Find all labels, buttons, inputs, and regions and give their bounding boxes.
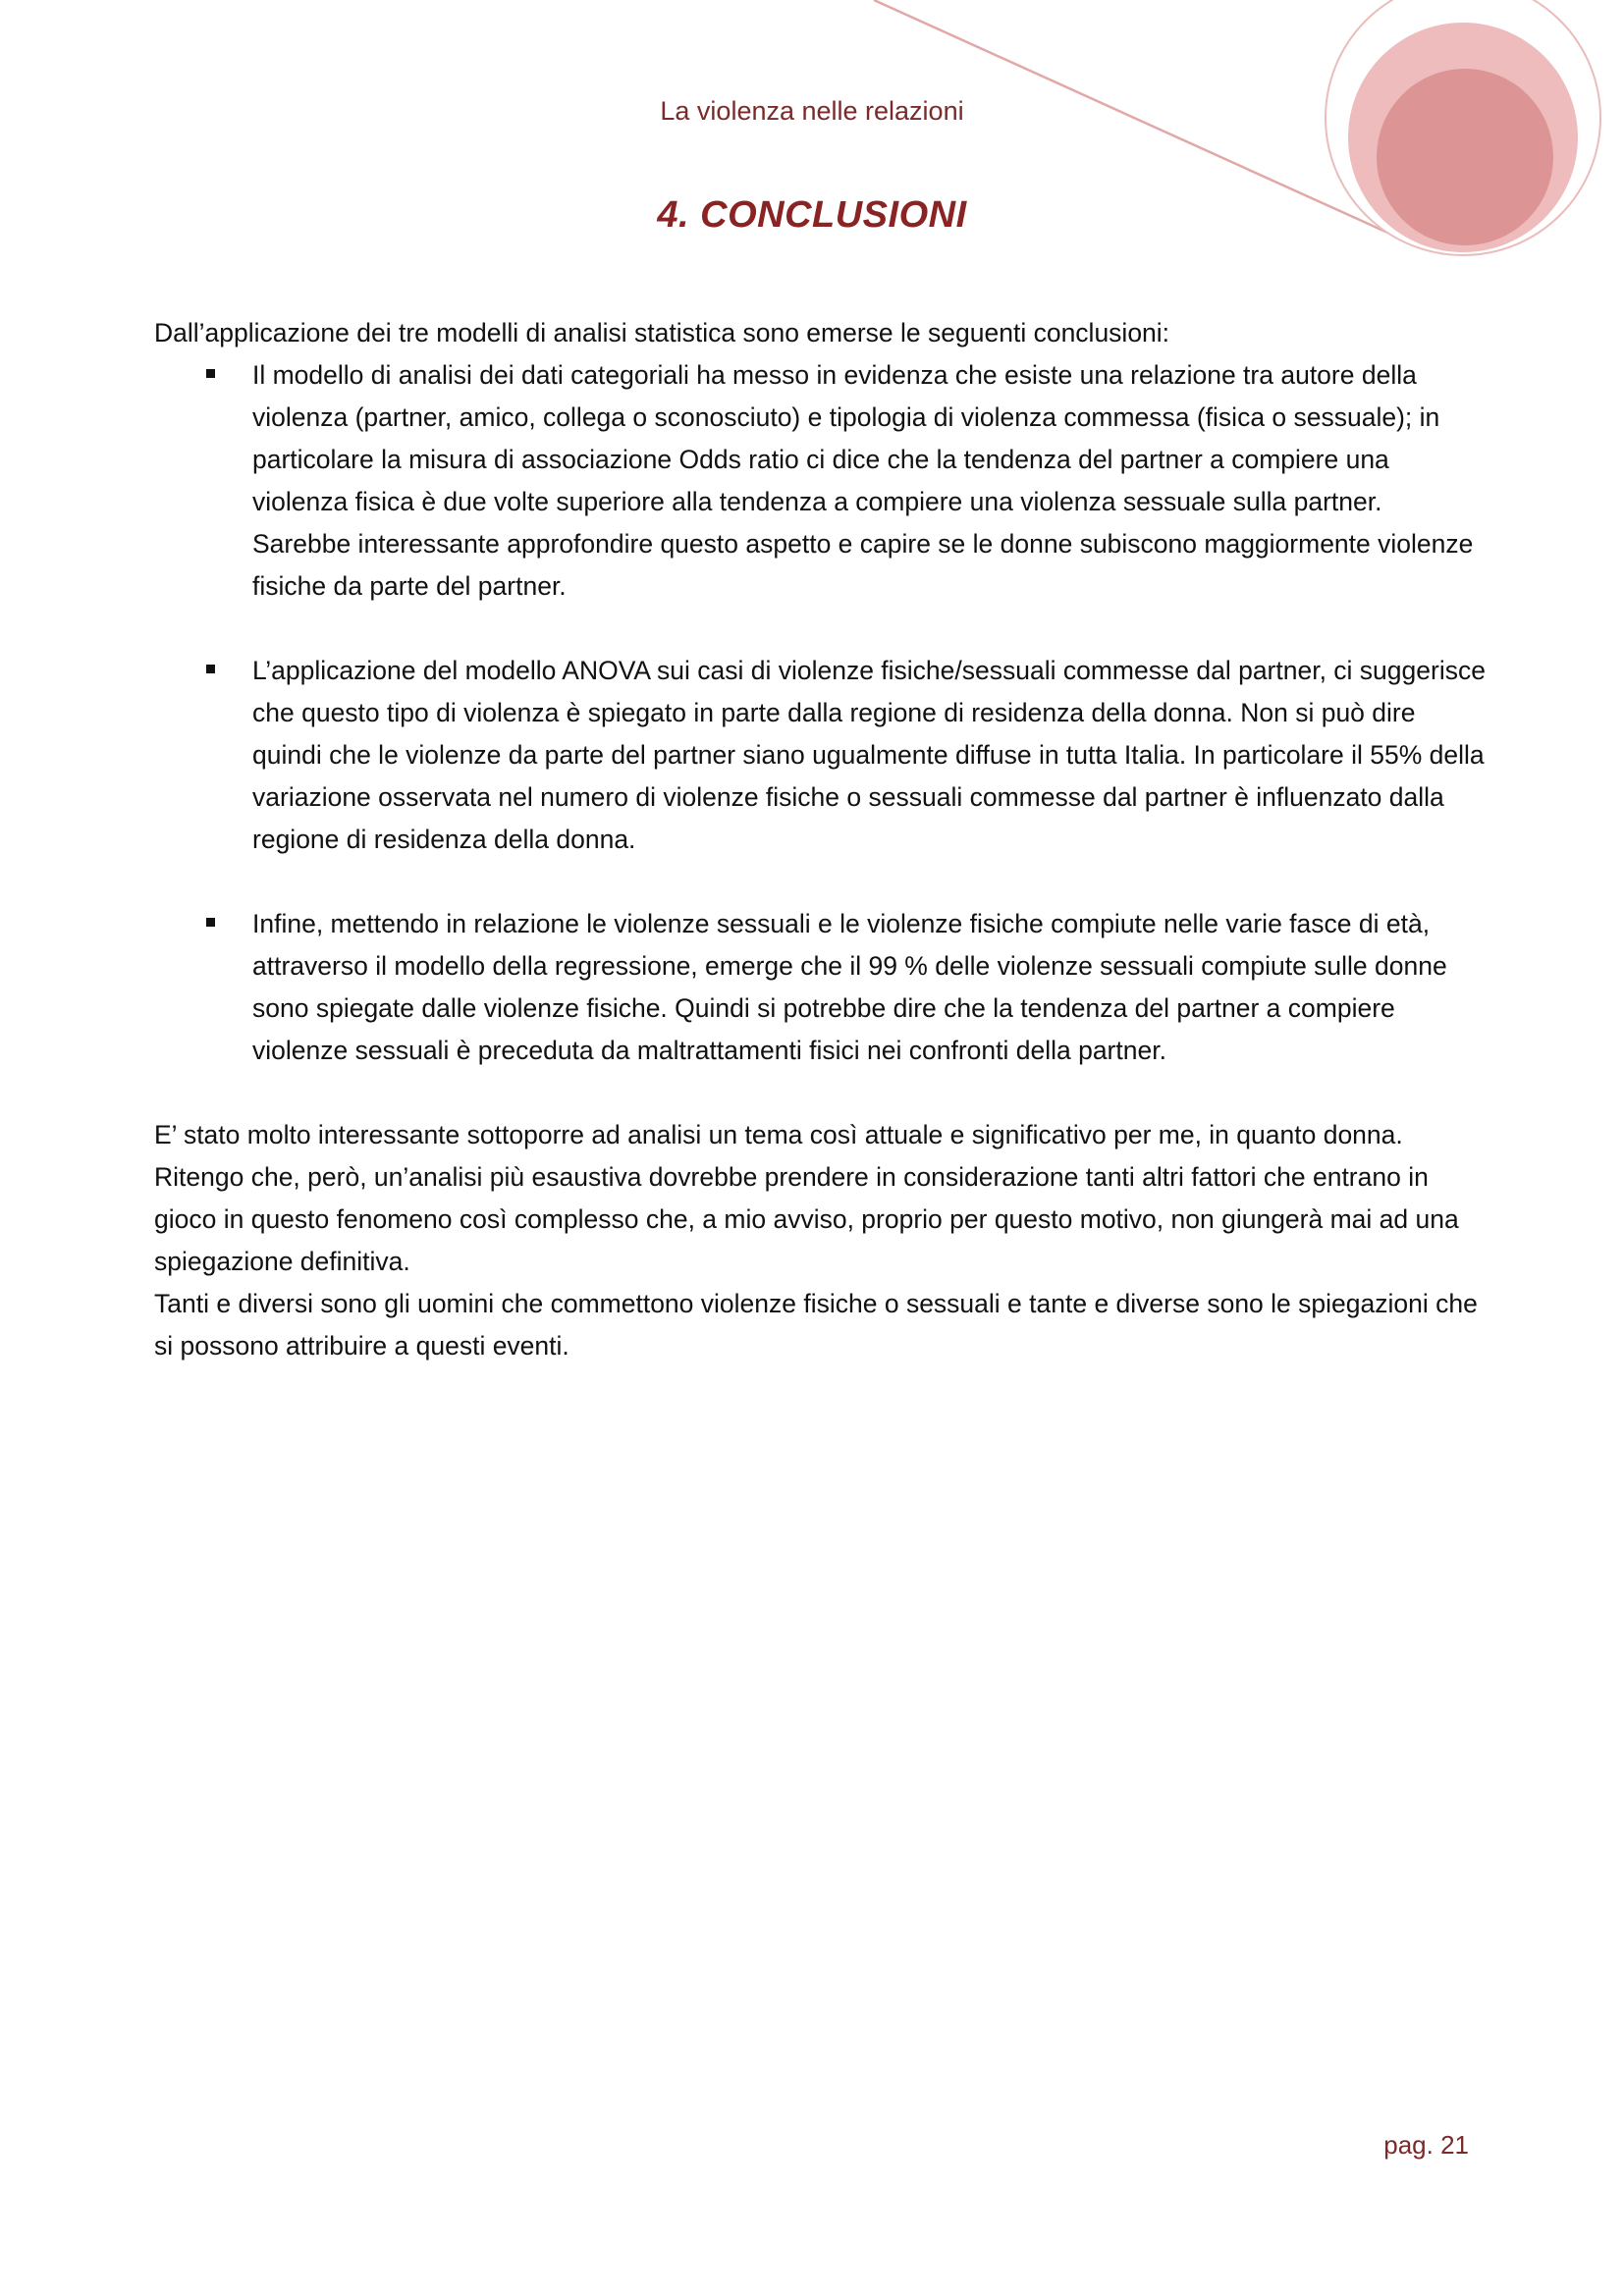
square-bullet-icon bbox=[206, 665, 215, 673]
list-item bbox=[154, 903, 1489, 1072]
running-header: La violenza nelle relazioni bbox=[660, 96, 964, 126]
square-bullet-icon bbox=[206, 918, 215, 927]
list-item bbox=[154, 354, 1489, 608]
conclusion-text: Infine, mettendo in relazione le violenze sessuali e le violenze fisiche compiute nelle varie fasce di età, attraverso il modello della regressione, emerge che il 99 % delle violenze sessuali compiute sulle donne sono spiegate dalle violenze fisiche. Quindi si potrebbe dire che la tendenza del partner a compiere violenze sessuali è preceduta da maltrattamenti fisici nei confronti della partner. bbox=[252, 909, 1447, 1065]
conclusion-text: L’applicazione del modello ANOVA sui casi di violenze fisiche/sessuali commesse dal partner, ci suggerisce che questo tipo di violenza è spiegato in parte dalla regione di residenza della donna. Non si può dire quindi che le violenze da parte del partner siano ugualmente diffuse in tutta Italia. In particolare il 55% della variazione osservata nel numero di violenze fisiche o sessuali commesse dal partner è influenzato dalla regione di residenza della donna. bbox=[252, 656, 1486, 854]
chapter-title: 4. CONCLUSIONI bbox=[657, 194, 967, 236]
body-text bbox=[154, 312, 1489, 1367]
header-decoration bbox=[0, 0, 1624, 294]
conclusion-text: Il modello di analisi dei dati categoriali ha messo in evidenza che esiste una relazione tra autore della violenza (partner, amico, collega o sconosciuto) e tipologia di violenza commessa (fisica o sessuale); in particolare la misura di associazione Odds ratio ci dice che la tendenza del partner a compiere una violenza fisica è due volte superiore alla tendenza a compiere una violenza sessuale sulla partner. bbox=[252, 360, 1440, 516]
square-bullet-icon bbox=[206, 369, 215, 378]
intro-paragraph: Dall’applicazione dei tre modelli di analisi statistica sono emerse le seguenti conclusioni: bbox=[154, 318, 1170, 347]
page-number: pag. 21 bbox=[1383, 2130, 1469, 2160]
closing-paragraph: E’ stato molto interessante sottoporre ad analisi un tema così attuale e significativo per me, in quanto donna. Ritengo che, però, un’analisi più esaustiva dovrebbe prendere in considerazione tanti altri fattori che entrano in gioco in questo fenomeno così complesso che, a mio avviso, proprio per questo motivo, non giungerà mai ad una spiegazione definitiva. bbox=[154, 1120, 1459, 1276]
conclusion-note: Sarebbe interessante approfondire questo aspetto e capire se le donne subiscono maggiormente violenze fisiche da parte del partner. bbox=[252, 529, 1474, 601]
closing-paragraph-final: Tanti e diversi sono gli uomini che commettono violenze fisiche o sessuali e tante e diverse sono le spiegazioni che si possono attribuire a questi eventi. bbox=[154, 1289, 1478, 1361]
list-item bbox=[154, 650, 1489, 861]
conclusions-list bbox=[154, 354, 1489, 1072]
